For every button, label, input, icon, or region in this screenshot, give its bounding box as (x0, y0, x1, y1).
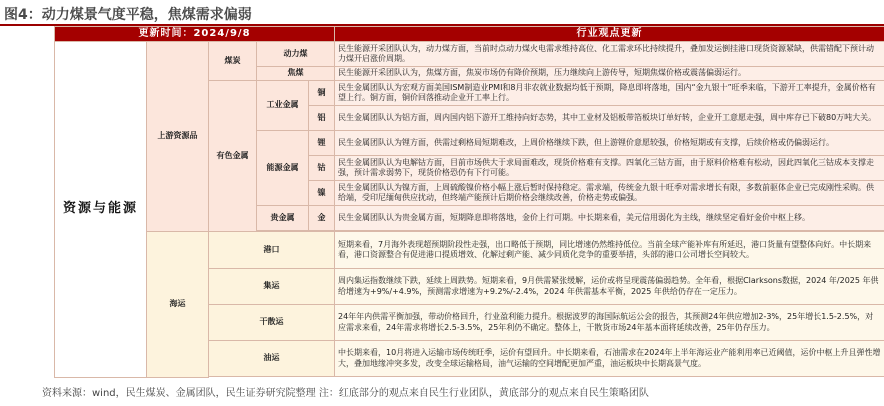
table-row (55, 42, 884, 67)
container-shipping-label: 集运 (209, 269, 335, 305)
copper-view: 民生金属团队认为宏观方面美国ISM制造业PMI和8月非农就业数据均低于预期，降息即将落地，国内“金九银十”旺季来临，下游开工率提升，金属价格有望上行。铜方面，铜价回落推动企业开工率上行。 (335, 81, 884, 106)
thermal-coal-view: 民生能源开采团队认为，动力煤方面，当前时点动力煤火电需求维持高位、化工需求环比持续提升，叠加发运倒挂港口现货资源紧缺，供需错配下预计动力煤开启涨价周期。 (335, 42, 884, 67)
nickel-view: 民生金属团队认为镍方面，上周硫酸镍价格小幅上涨后暂时保持稳定。需求端，传统金九银十旺季对需求增长有限，多数前驱体企业已完成刚性采购。供给端，受印尼缅甸供应扰动，但终端产能预计后期价格会继续改善，价格走势或偏强。 (335, 181, 884, 206)
aluminum-label: 铝 (309, 106, 335, 131)
coking-coal-label: 焦煤 (257, 67, 335, 81)
cobalt-label: 钴 (309, 156, 335, 181)
nonferrous-label: 有色金属 (209, 81, 257, 232)
table-header-row (55, 27, 884, 42)
port-view: 短期来看，7月海外表现超预期阶段性走强，出口略低于预期，同比增速仍然维持低位。当前全球产能补库有所延迟，港口货量有望整体向好。中长期来看，港口资源整合有促进港口提质增效、化解过剩产能、减少同质化竞争的重要举措，头部的港口公司增长空间较大。 (335, 232, 884, 269)
dry-bulk-view: 24年年内供需平衡加强，带动价格回升，行业盈利能力提升。根据波罗的海国际航运公会的报告，其预测24年供应增加2-3%，25年增长1.5-2.5%，对应需求来看，24年需求将增长2.5-3.5%，25年利仍不确定。整体上，干散货市场24年基本面将延续改善，25年仍存压力。 (335, 305, 884, 341)
industry-view-table (54, 26, 884, 378)
aluminum-view: 民生金属团队认为铝方面，周内国内铝下游开工维持向好态势，其中工业材及铝板带箔板块订单好转，企业开工意愿走强，周中库存已下破80万吨大关。 (335, 106, 884, 131)
tanker-label: 油运 (209, 341, 335, 377)
upstream-resources-label: 上游资源品 (147, 42, 209, 232)
coal-label: 煤炭 (209, 42, 257, 81)
dry-bulk-label: 干散运 (209, 305, 335, 341)
gold-view: 民生金属团队认为贵金属方面，短期降息即将落地，金价上行可期。中长期来看，美元信用弱化为主线，继续坚定看好金价中枢上移。 (335, 206, 884, 231)
copper-label: 铜 (309, 81, 335, 106)
nickel-label: 镍 (309, 181, 335, 206)
source-note: 资料来源：wind，民生煤炭、金属团队，民生证券研究院整理 注：红底部分的观点来自民生行业团队，黄底部分的观点来自民生策略团队 (42, 388, 649, 399)
industrial-metals-label: 工业金属 (257, 81, 309, 131)
lithium-view: 民生金属团队认为锂方面，供需过剩格局短期难改，上周价格继续下跌，但上游锂价意愿较强，价格短期或有支撑，后续价格或仍偏弱运行。 (335, 131, 884, 156)
energy-metals-label: 能源金属 (257, 131, 309, 206)
coking-coal-view: 民生能源开采团队认为，焦煤方面，焦炭市场仍有降价预期，压力继续向上游传导，短期焦煤价格或震荡偏弱运行。 (335, 67, 884, 81)
figure-title: 图4：动力煤景气度平稳，焦煤需求偏弱 (4, 7, 252, 23)
view-title-header: 行业观点更新 (335, 27, 884, 42)
cobalt-view: 民生金属团队认为电解钴方面，目前市场供大于求局面难改，现货价格难有支撑。四氧化三钴方面，由于原料价格难有松动，因此四氧化三钴成本支撑走强，预计需求弱势下，现货价格恐仍有下行可能。 (335, 156, 884, 181)
category-resources-energy: 资源与能源 (55, 42, 147, 378)
shipping-label: 海运 (147, 232, 209, 378)
lithium-label: 锂 (309, 131, 335, 156)
gold-label: 金 (309, 206, 335, 231)
precious-metals-label: 贵金属 (257, 206, 309, 231)
table-row (55, 232, 884, 269)
container-shipping-view: 周内集运指数继续下跌，延续上周跌势。短期来看，9月供需紧张缓解，运价或将呈现震荡偏弱趋势。全年看，根据Clarksons数据，2024 年/2025 年供给增速为+9%/+4.9%，预测需求增速为+9.2%/-2.4%，2024 年供需基本平衡，2025 年供给仍存在一定压力。 (335, 269, 884, 305)
port-label: 港口 (209, 232, 335, 269)
thermal-coal-label: 动力煤 (257, 42, 335, 67)
tanker-view: 中长期来看，10月将进入运输市场传统旺季，运价有望回升。中长期来看，石油需求在2024年上半年海运业产能利用率已近阈值，运价中枢上升且弹性增大，叠加地缘冲突多发，改变全球运输格局，油气运输的空间增配更加严重，油运板块中长期高景气度。 (335, 341, 884, 377)
update-time-header: 更新时间：2024/9/8 (55, 27, 335, 42)
